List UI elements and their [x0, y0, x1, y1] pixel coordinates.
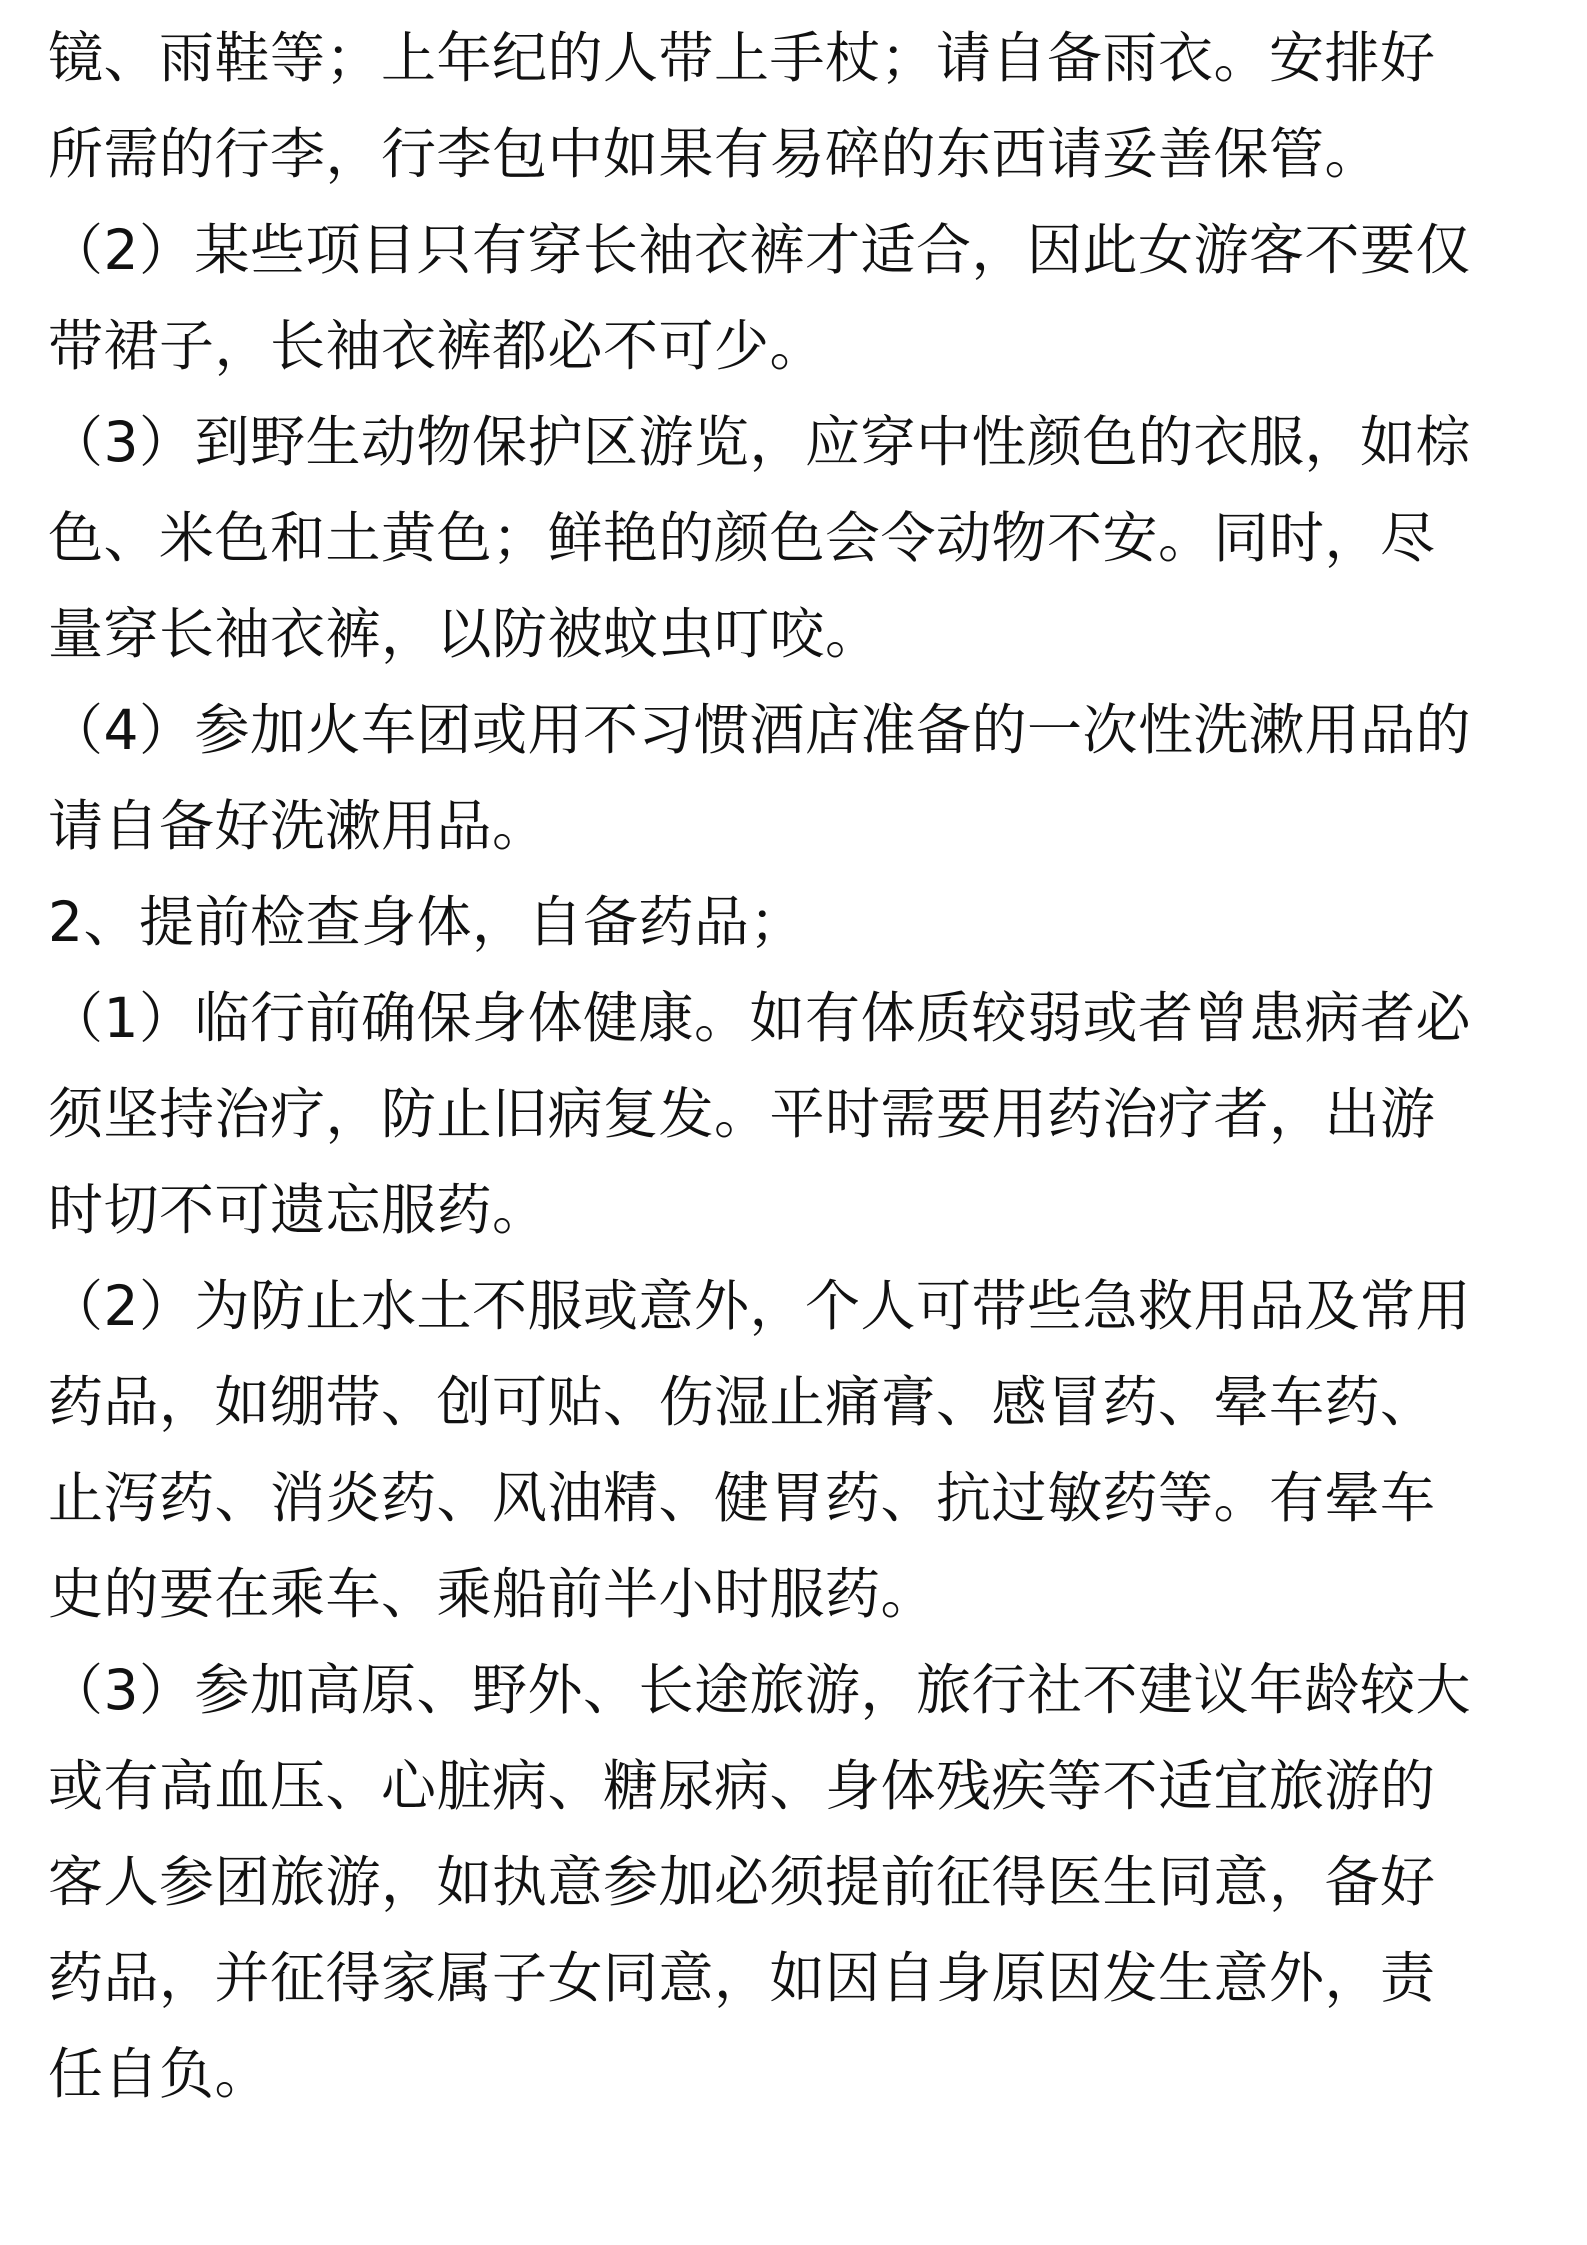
text-line: 镜、雨鞋等；上年纪的人带上手杖；请自备雨衣。安排好: [48, 26, 1436, 90]
text-line: 请自备好洗漱用品。: [48, 794, 548, 858]
text-line: 带裙子，长袖衣裤都必不可少。: [48, 314, 826, 378]
text-line: （2）为防止水土不服或意外，个人可带些急救用品及常用: [48, 1274, 1471, 1338]
text-line: 止泻药、消炎药、风油精、健胃药、抗过敏药等。有晕车: [48, 1466, 1436, 1530]
text-line: 客人参团旅游，如执意参加必须提前征得医生同意，备好: [48, 1850, 1436, 1914]
text-line: 所需的行李，行李包中如果有易碎的东西请妥善保管。: [48, 122, 1381, 186]
text-line: 或有高血压、心脏病、糖尿病、身体残疾等不适宜旅游的: [48, 1754, 1436, 1818]
text-line: （4）参加火车团或用不习惯酒店准备的一次性洗漱用品的: [48, 698, 1471, 762]
text-line: 须坚持治疗，防止旧病复发。平时需要用药治疗者，出游: [48, 1082, 1436, 1146]
text-line: （3）参加高原、野外、长途旅游，旅行社不建议年龄较大: [48, 1658, 1471, 1722]
text-line: 药品，并征得家属子女同意，如因自身原因发生意外，责: [48, 1946, 1436, 2010]
section-heading: 2、提前检查身体，自备药品；: [48, 890, 805, 954]
text-line: 量穿长袖衣裤，以防被蚊虫叮咬。: [48, 602, 881, 666]
text-line: 时切不可遗忘服药。: [48, 1178, 548, 1242]
text-line: （1）临行前确保身体健康。如有体质较弱或者曾患病者必: [48, 986, 1471, 1050]
text-line: 药品，如绷带、创可贴、伤湿止痛膏、感冒药、晕车药、: [48, 1370, 1436, 1434]
text-line: （3）到野生动物保护区游览，应穿中性颜色的衣服，如棕: [48, 410, 1471, 474]
text-line: 色、米色和土黄色；鲜艳的颜色会令动物不安。同时，尽: [48, 506, 1436, 570]
text-line: 任自负。: [48, 2042, 271, 2106]
text-line: 史的要在乘车、乘船前半小时服药。: [48, 1562, 937, 1626]
text-line: （2）某些项目只有穿长袖衣裤才适合，因此女游客不要仅: [48, 218, 1471, 282]
